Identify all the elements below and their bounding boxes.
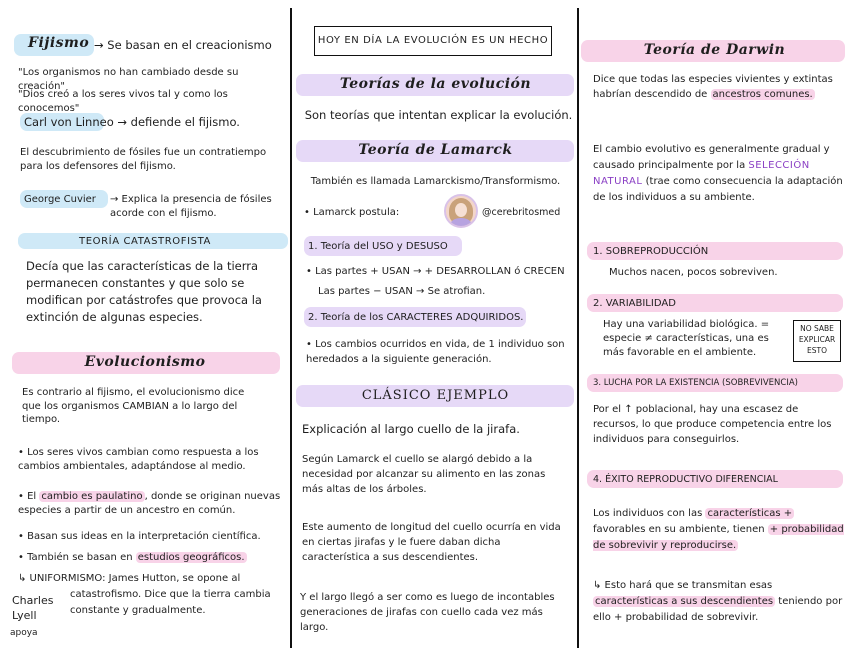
author-handle: @cerebritosmed (482, 207, 561, 218)
column-divider-right (577, 8, 579, 648)
p4-result-start: ↳ Esto hará que se transmitan esas (593, 580, 773, 591)
lamarck-title: Teoría de Lamarck (358, 142, 513, 158)
darwin-intro (593, 72, 843, 102)
avatar-body (450, 218, 472, 228)
column-lamarck (294, 0, 577, 655)
catastrofista-text: Decía que las características de la tierra permanecen constantes y que solo se modifican por catástrofes que provoca la extinción de algunas especies. (26, 259, 262, 324)
caracteres-title: 2. Teoría de los CARACTERES ADQUIRIDOS. (308, 312, 524, 323)
ejemplo-paragraph-3: Y el largo llegó a ser como es luego de incontables generaciones de jirafas con cuello cada vez más largo. (300, 592, 555, 633)
seleccion-natural: SELECCIÓN NATURAL (593, 160, 810, 187)
caracteres-text: • Los cambios ocurridos en vida, de 1 individuo son heredados a la siguiente generación. (306, 339, 565, 365)
cuvier-text: → Explica la presencia de fósiles acorde con el fijismo. (110, 194, 272, 219)
p4-text (593, 506, 845, 554)
fosiles-text: El descubrimiento de fósiles fue un contratiempo para los defensores del fijismo. (20, 147, 267, 172)
fijismo-quote-2: "Dios creó a los seres vivos tal y como los conocemos" (18, 89, 228, 114)
fijismo-title: Fijismo (28, 35, 90, 51)
uso-bullet-1: • Las partes + USAN → + DESARROLLAN ó CRECEN (306, 266, 565, 277)
fijismo-quote-1: "Los organismos no han cambiado desde su creación" (18, 67, 239, 92)
bullet-4-highlight: estudios geográficos. (137, 552, 245, 563)
evolucionismo-bullet-3: • Basan sus ideas en la interpretación científica. (18, 531, 261, 542)
fijismo-definition: → Se basan en el creacionismo (94, 38, 272, 52)
darwin-intro-text: Dice que todas las especies vivientes y extintas habrían descendido de (593, 74, 833, 100)
p4-text-start: Los individuos con las (593, 508, 703, 519)
p2-title: 2. VARIABILIDAD (593, 298, 676, 309)
p4-highlight-1: características + (707, 508, 793, 519)
evolucionismo-bullet-1-text: Los seres vivos cambian como respuesta a los cambios ambientales, adaptándose al medio. (18, 447, 259, 472)
evolucionismo-title: Evolucionismo (84, 354, 206, 370)
clasico-title: CLÁSICO EJEMPLO (361, 388, 510, 403)
p4-result-highlight: características a sus descendientes (595, 596, 774, 607)
uso-title: 1. Teoría del USO y DESUSO (308, 241, 448, 252)
evolucionismo-bullet-2: • El cambio es paulatino , donde se originan nuevas especies a partir de un ancestro en común. (18, 491, 281, 516)
cambio-evolutivo (593, 142, 843, 206)
p1-title: 1. SOBREPRODUCCIÓN (593, 246, 709, 257)
p4-result (593, 578, 845, 626)
bullet-2-start: El (27, 491, 37, 502)
bullet-2-end: , donde se originan nuevas especies a partir de un ancestro en común. (18, 491, 281, 516)
header-text: HOY EN DÍA LA EVOLUCIÓN ES UN HECHO (317, 35, 549, 46)
cambio-text-start: El cambio evolutivo es generalmente gradual y causado principalmente por la (593, 144, 830, 171)
darwin-title: Teoría de Darwin (643, 42, 786, 58)
uso-bullet-2: Las partes − USAN → Se atrofian. (318, 286, 486, 297)
p3-text: Por el ↑ poblacional, hay una escasez de recursos, lo que produce competencia entre los individuos para conseguirlos. (593, 404, 832, 445)
darwin-intro-highlight: ancestros comunes. (712, 89, 813, 100)
no-sabe-text: NO SABE EXPLICAR ESTO (798, 324, 836, 355)
column-darwin (581, 0, 848, 655)
p4-title: 4. ÉXITO REPRODUCTIVO DIFERENCIAL (593, 474, 778, 485)
p3-title: 3. LUCHA POR LA EXISTENCIA (SOBREVIVENCIA) (593, 378, 798, 388)
lamarck-postula: • Lamarck postula: (304, 207, 400, 218)
bullet-4-start: También se basan en (27, 552, 133, 563)
linneo-text: Carl von Linneo → defiende el fijismo. (24, 115, 240, 129)
evolucionismo-bullet-1: • Los seres vivos cambian como respuesta a los cambios ambientales, adaptándose al medio. (18, 447, 259, 472)
bullet-2-highlight: cambio es paulatino (41, 491, 143, 502)
uniformismo-text: ↳ UNIFORMISMO: James Hutton, se opone al catastrofismo. Dice que la tierra cambia constante y gradualmente. (18, 573, 271, 616)
p4-text-middle: favorables en su ambiente, tienen (593, 524, 765, 535)
ejemplo-paragraph-2: Este aumento de longitud del cuello ocurría en vida en ciertas jirafas y le fuere daban dicha característica a sus descendientes. (302, 522, 561, 563)
avatar (444, 194, 478, 228)
p2-text: Hay una variabilidad biológica. = especie ≠ características, una es más favorable en el ambiente. (603, 319, 770, 358)
lyell-name: Charles Lyell (12, 594, 54, 622)
avatar-face (455, 203, 467, 217)
evolucionismo-intro: Es contrario al fijismo, el evolucionismo dice que los organismos CAMBIAN a lo largo del tiempo. (22, 387, 245, 425)
lyell-apoya: apoya (10, 628, 38, 638)
evolucionismo-bullet-3-text: Basan sus ideas en la interpretación científica. (27, 531, 261, 542)
p4-result-end: teniendo por ello + probabilidad de sobrevivir. (593, 596, 843, 623)
p1-text: Muchos nacen, pocos sobreviven. (609, 267, 778, 278)
teorias-text: Son teorías que intentan explicar la evolución. (304, 108, 573, 122)
column-fijismo-evolucionismo (0, 0, 290, 655)
lamarck-also-called: También es llamada Lamarckismo/Transformismo. (310, 176, 561, 187)
cambio-text-end: (trae como consecuencia la adaptación de los individuos a su ambiente. (593, 176, 843, 203)
evolucionismo-bullet-4: • También se basan en estudios geográficos. (18, 552, 245, 563)
catastrofista-title: TEORÍA CATASTROFISTA (79, 236, 211, 247)
column-divider-left (290, 8, 292, 648)
ejemplo-paragraph-1: Según Lamarck el cuello se alargó debido a la necesidad por alcanzar su alimento en las zonas más altas de los árboles. (302, 454, 546, 495)
cuvier-name: George Cuvier (24, 194, 96, 205)
ejemplo-intro: Explicación al largo cuello de la jirafa. (302, 422, 520, 436)
p4-highlight-2: + probabilidad de sobrevivir y reproducirse. (593, 524, 844, 551)
teorias-title: Teorías de la evolución (339, 76, 532, 92)
